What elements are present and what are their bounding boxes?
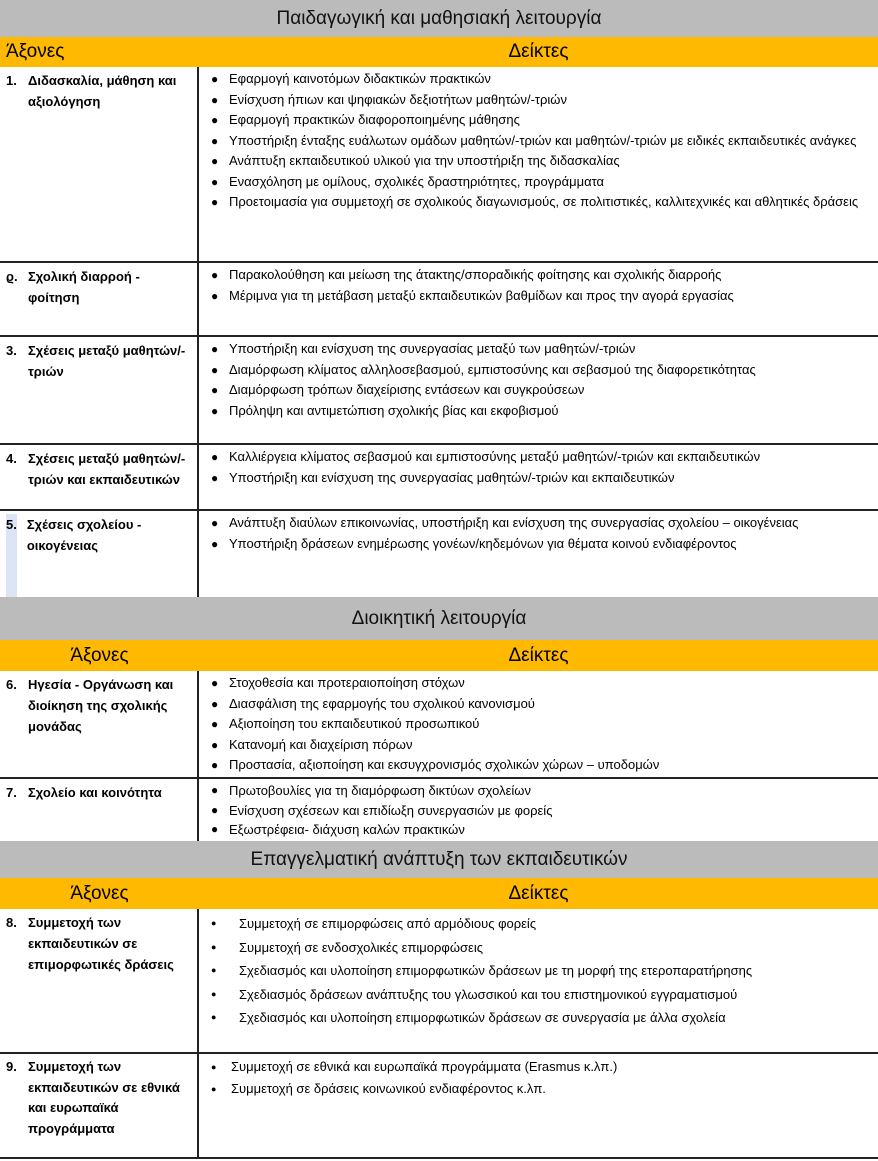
section-title: [0, 597, 878, 640]
axis-title: Διδασκαλία, μάθηση και αξιολόγηση: [28, 73, 177, 109]
axis-title: Σχέσεις μεταξύ μαθητών/-τριών και εκπαιδευτικών: [28, 451, 186, 487]
indicator-list: [199, 511, 878, 597]
indicator-text: Σχεδιασμός δράσεων ανάπτυξης του γλωσσικού και του επιστημονικού εγγραματισμού: [239, 986, 738, 1002]
axis-number: 7.: [6, 785, 17, 800]
indicator-text: Προστασία, αξιοποίηση και εκσυγχρονισμός σχολικών χώρων – υποδομών: [229, 757, 660, 772]
list-item: [207, 1078, 872, 1100]
bullet-icon: ●: [211, 288, 219, 303]
bullet-icon: ●: [211, 1012, 217, 1022]
bullet-icon: ●: [211, 758, 219, 772]
indicators-header: Δείκτες: [508, 882, 569, 904]
bullet-icon: ●: [211, 383, 219, 397]
list-item: [207, 172, 872, 193]
bullet-icon: ●: [211, 676, 219, 690]
list-item: [207, 714, 872, 735]
bullet-icon: ●: [211, 72, 219, 86]
indicator-text: Πρωτοβουλίες για τη διαμόρφωση δικτύων σχολείων: [229, 783, 531, 798]
bullet-icon: ●: [211, 403, 219, 418]
bullet-icon: ●: [211, 802, 219, 817]
indicator-text: Υποστήριξη και ενίσχυση της συνεργασίας μαθητών/-τριών και εκπαιδευτικών: [229, 469, 675, 485]
list-item: [207, 447, 872, 468]
table-row: [0, 1052, 878, 1157]
axes-header: Άξονες: [6, 41, 65, 62]
list-item: [207, 401, 872, 422]
indicator-text: Ανάπτυξη εκπαιδευτικού υλικού για την υποστήριξη της διδασκαλίας: [229, 153, 620, 168]
axis-title: Ηγεσία - Οργάνωση και διοίκηση της σχολικής μονάδας: [28, 677, 174, 734]
bullet-icon: ●: [211, 133, 219, 148]
table-row: [0, 909, 878, 1052]
indicator-text: Ανάπτυξη διαύλων επικοινωνίας, υποστήριξη και ενίσχυση της συνεργασίας σχολείου – οικογένειας: [229, 515, 799, 530]
indicator-text: Ενίσχυση ήπιων και ψηφιακών δεξιοτήτων μαθητών/-τριών: [229, 91, 567, 107]
list-item: [207, 694, 872, 715]
list-item: [207, 69, 872, 90]
list-item: [207, 286, 872, 307]
axis-title: Σχολείο και κοινότητα: [28, 785, 162, 800]
table-row: [0, 261, 878, 335]
bullet-icon: ●: [211, 737, 219, 752]
axis-title: Σχολική διαρροή - φοίτηση: [28, 269, 140, 305]
list-item: [207, 468, 872, 489]
list-item: [207, 151, 872, 172]
indicator-text: Ενίσχυση σχέσεων και επιδίωξη συνεργασιών με φορείς: [229, 802, 553, 818]
list-item: [207, 513, 872, 534]
axis-number: 3.: [6, 343, 17, 358]
column-header: [0, 878, 878, 909]
list-item: [207, 673, 872, 694]
list-item: [207, 959, 872, 983]
bullet-icon: ●: [211, 174, 219, 189]
list-item: [207, 801, 872, 821]
indicator-text: Υποστήριξη δράσεων ενημέρωσης γονέων/κηδεμόνων για θέματα κοινού ενδιαφέροντος: [229, 535, 737, 551]
list-item: [207, 90, 872, 111]
list-item: [207, 339, 872, 360]
bullet-icon: ●: [211, 941, 217, 952]
axis-title: Σχέσεις μεταξύ μαθητών/-τριών: [28, 343, 186, 379]
bullet-icon: ●: [211, 1084, 217, 1094]
list-item: [207, 110, 872, 131]
bullet-icon: ●: [211, 536, 219, 551]
indicator-text: Συμμετοχή σε ενδοσχολικές επιμορφώσεις: [239, 939, 483, 955]
indicator-text: Παρακολούθηση και μείωση της άτακτης/σποραδικής φοίτησης και σχολικής διαρροής: [229, 267, 722, 282]
section-title-text: Επαγγελματική ανάπτυξη των εκπαιδευτικών: [250, 848, 628, 870]
indicator-text: Αξιοποίηση του εκπαιδευτικού προσωπικού: [229, 716, 480, 731]
indicator-text: Κατανομή και διαχείριση πόρων: [229, 736, 413, 752]
indicator-list: [199, 671, 878, 777]
indicator-text: Διαμόρφωση κλίματος αλληλοσεβασμού, εμπιστοσύνης και σεβασμού της διαφορετικότητας: [229, 361, 756, 377]
bullet-icon: ●: [211, 92, 219, 107]
indicator-list: [199, 67, 878, 261]
table-row: [0, 777, 878, 841]
bullet-icon: ●: [211, 113, 219, 127]
indicator-text: Καλλιέργεια κλίματος σεβασμού και εμπιστοσύνης μεταξύ μαθητών/-τριών και εκπαιδευτικών: [229, 449, 761, 464]
indicator-list: [199, 337, 878, 443]
indicator-text: Διασφάλιση της εφαρμογής του σχολικού κανονισμού: [229, 695, 535, 711]
indicator-text: Πρόληψη και αντιμετώπιση σχολικής βίας και εκφοβισμού: [229, 402, 559, 418]
indicator-list: [199, 1054, 878, 1157]
list-item: [207, 1006, 872, 1030]
indicator-text: Υποστήριξη ένταξης ευάλωτων ομάδων μαθητών/-τριών και μαθητών/-τριών με ειδικές εκπαιδευτικές ανάγκες: [229, 132, 857, 148]
table-row: [0, 671, 878, 777]
axes-header: Άξονες: [70, 644, 129, 666]
list-item: [207, 1056, 872, 1078]
indicator-list: [199, 779, 878, 841]
indicator-text: Εφαρμογή πρακτικών διαφοροποιημένης μάθησης: [229, 112, 520, 127]
bullet-icon: ●: [211, 965, 217, 975]
axis-title: Συμμετοχή των εκπαιδευτικών σε εθνικά και ευρωπαϊκά προγράμματα: [28, 1059, 180, 1136]
axis-title: Συμμετοχή των εκπαιδευτικών σε επιμορφωτικές δράσεις: [28, 915, 174, 972]
list-item: [207, 983, 872, 1007]
section-title-text: Διοικητική λειτουργία: [351, 607, 527, 629]
indicator-text: Προετοιμασία για συμμετοχή σε σχολικούς διαγωνισμούς, σε πολιτιστικές, καλλιτεχνικές και αθλητικές δράσεις: [229, 194, 859, 209]
bullet-icon: ●: [211, 154, 219, 168]
section-title: [0, 841, 878, 878]
indicator-list: [199, 909, 878, 1052]
indicator-text: Μέριμνα για τη μετάβαση μεταξύ εκπαιδευτικών βαθμίδων και προς την αγορά εργασίας: [229, 287, 734, 303]
column-header: [0, 37, 878, 67]
bullet-icon: ●: [211, 516, 219, 530]
list-item: [207, 192, 872, 213]
indicator-text: Συμμετοχή σε επιμορφώσεις από αρμόδιους φορείς: [239, 916, 537, 931]
section-title: [0, 0, 878, 37]
axis-title: Σχέσεις σχολείου - οικογένειας: [26, 517, 142, 553]
bullet-icon: ●: [211, 783, 219, 797]
list-item: [207, 936, 872, 960]
indicator-text: Εξωστρέφεια- διάχυση καλών πρακτικών: [229, 822, 465, 837]
table-row: [0, 335, 878, 443]
indicator-text: Στοχοθεσία και προτεραιοποίηση στόχων: [229, 675, 465, 690]
bullet-icon: ●: [211, 470, 219, 485]
bullet-icon: ●: [211, 1062, 217, 1072]
axis-number: 4.: [6, 451, 17, 466]
bullet-icon: ●: [211, 822, 219, 836]
list-item: [207, 735, 872, 756]
bullet-icon: ●: [211, 342, 219, 356]
section-title-text: Παιδαγωγική και μαθησιακή λειτουργία: [276, 7, 602, 29]
table-row: [0, 67, 878, 261]
bullet-icon: ●: [211, 918, 217, 928]
indicator-text: Σχεδιασμός και υλοποίηση επιμορφωτικών δράσεων σε συνεργασία με άλλα σχολεία: [239, 1010, 726, 1025]
table-row: [0, 509, 878, 597]
axis-number: 1.: [6, 73, 17, 88]
list-item: [207, 534, 872, 555]
bullet-icon: ●: [211, 450, 219, 464]
bullet-icon: ●: [211, 717, 219, 731]
indicator-list: [199, 445, 878, 509]
list-item: [207, 781, 872, 801]
list-item: [207, 820, 872, 840]
axis-number: 8.: [6, 915, 17, 930]
indicator-text: Διαμόρφωση τρόπων διαχείρισης εντάσεων και συγκρούσεων: [229, 382, 585, 397]
axis-number: ϱ.: [6, 269, 18, 284]
indicator-list: [199, 263, 878, 335]
list-item: [207, 131, 872, 152]
indicator-text: Σχεδιασμός και υλοποίηση επιμορφωτικών δράσεων με τη μορφή της ετεροπαρατήρησης: [239, 963, 753, 978]
column-header: [0, 640, 878, 671]
axis-number: 5.: [6, 514, 17, 597]
table-row: [0, 443, 878, 509]
list-item: [207, 265, 872, 286]
table-bottom-border: [0, 1157, 878, 1159]
indicators-header: Δείκτες: [508, 41, 569, 62]
axis-number: 6.: [6, 677, 17, 692]
bullet-icon: ●: [211, 696, 219, 711]
indicators-header: Δείκτες: [508, 644, 569, 666]
bullet-icon: ●: [211, 988, 217, 999]
indicator-text: Υποστήριξη και ενίσχυση της συνεργασίας μεταξύ των μαθητών/-τριών: [229, 341, 636, 356]
bullet-icon: ●: [211, 268, 219, 282]
list-item: [207, 380, 872, 401]
bullet-icon: ●: [211, 195, 219, 209]
indicator-text: Εφαρμογή καινοτόμων διδακτικών πρακτικών: [229, 71, 491, 86]
list-item: [207, 755, 872, 776]
axes-header: Άξονες: [70, 882, 129, 904]
indicator-text: Συμμετοχή σε δράσεις κοινωνικού ενδιαφέροντος κ.λπ.: [231, 1081, 546, 1096]
list-item: [207, 360, 872, 381]
axis-number: 9.: [6, 1059, 17, 1074]
bullet-icon: ●: [211, 362, 219, 377]
indicator-text: Ενασχόληση με ομίλους, σχολικές δραστηριότητες, προγράμματα: [229, 173, 605, 189]
list-item: [207, 912, 872, 936]
indicator-text: Συμμετοχή σε εθνικά και ευρωπαϊκά προγράμματα (Erasmus κ.λπ.): [231, 1059, 618, 1074]
